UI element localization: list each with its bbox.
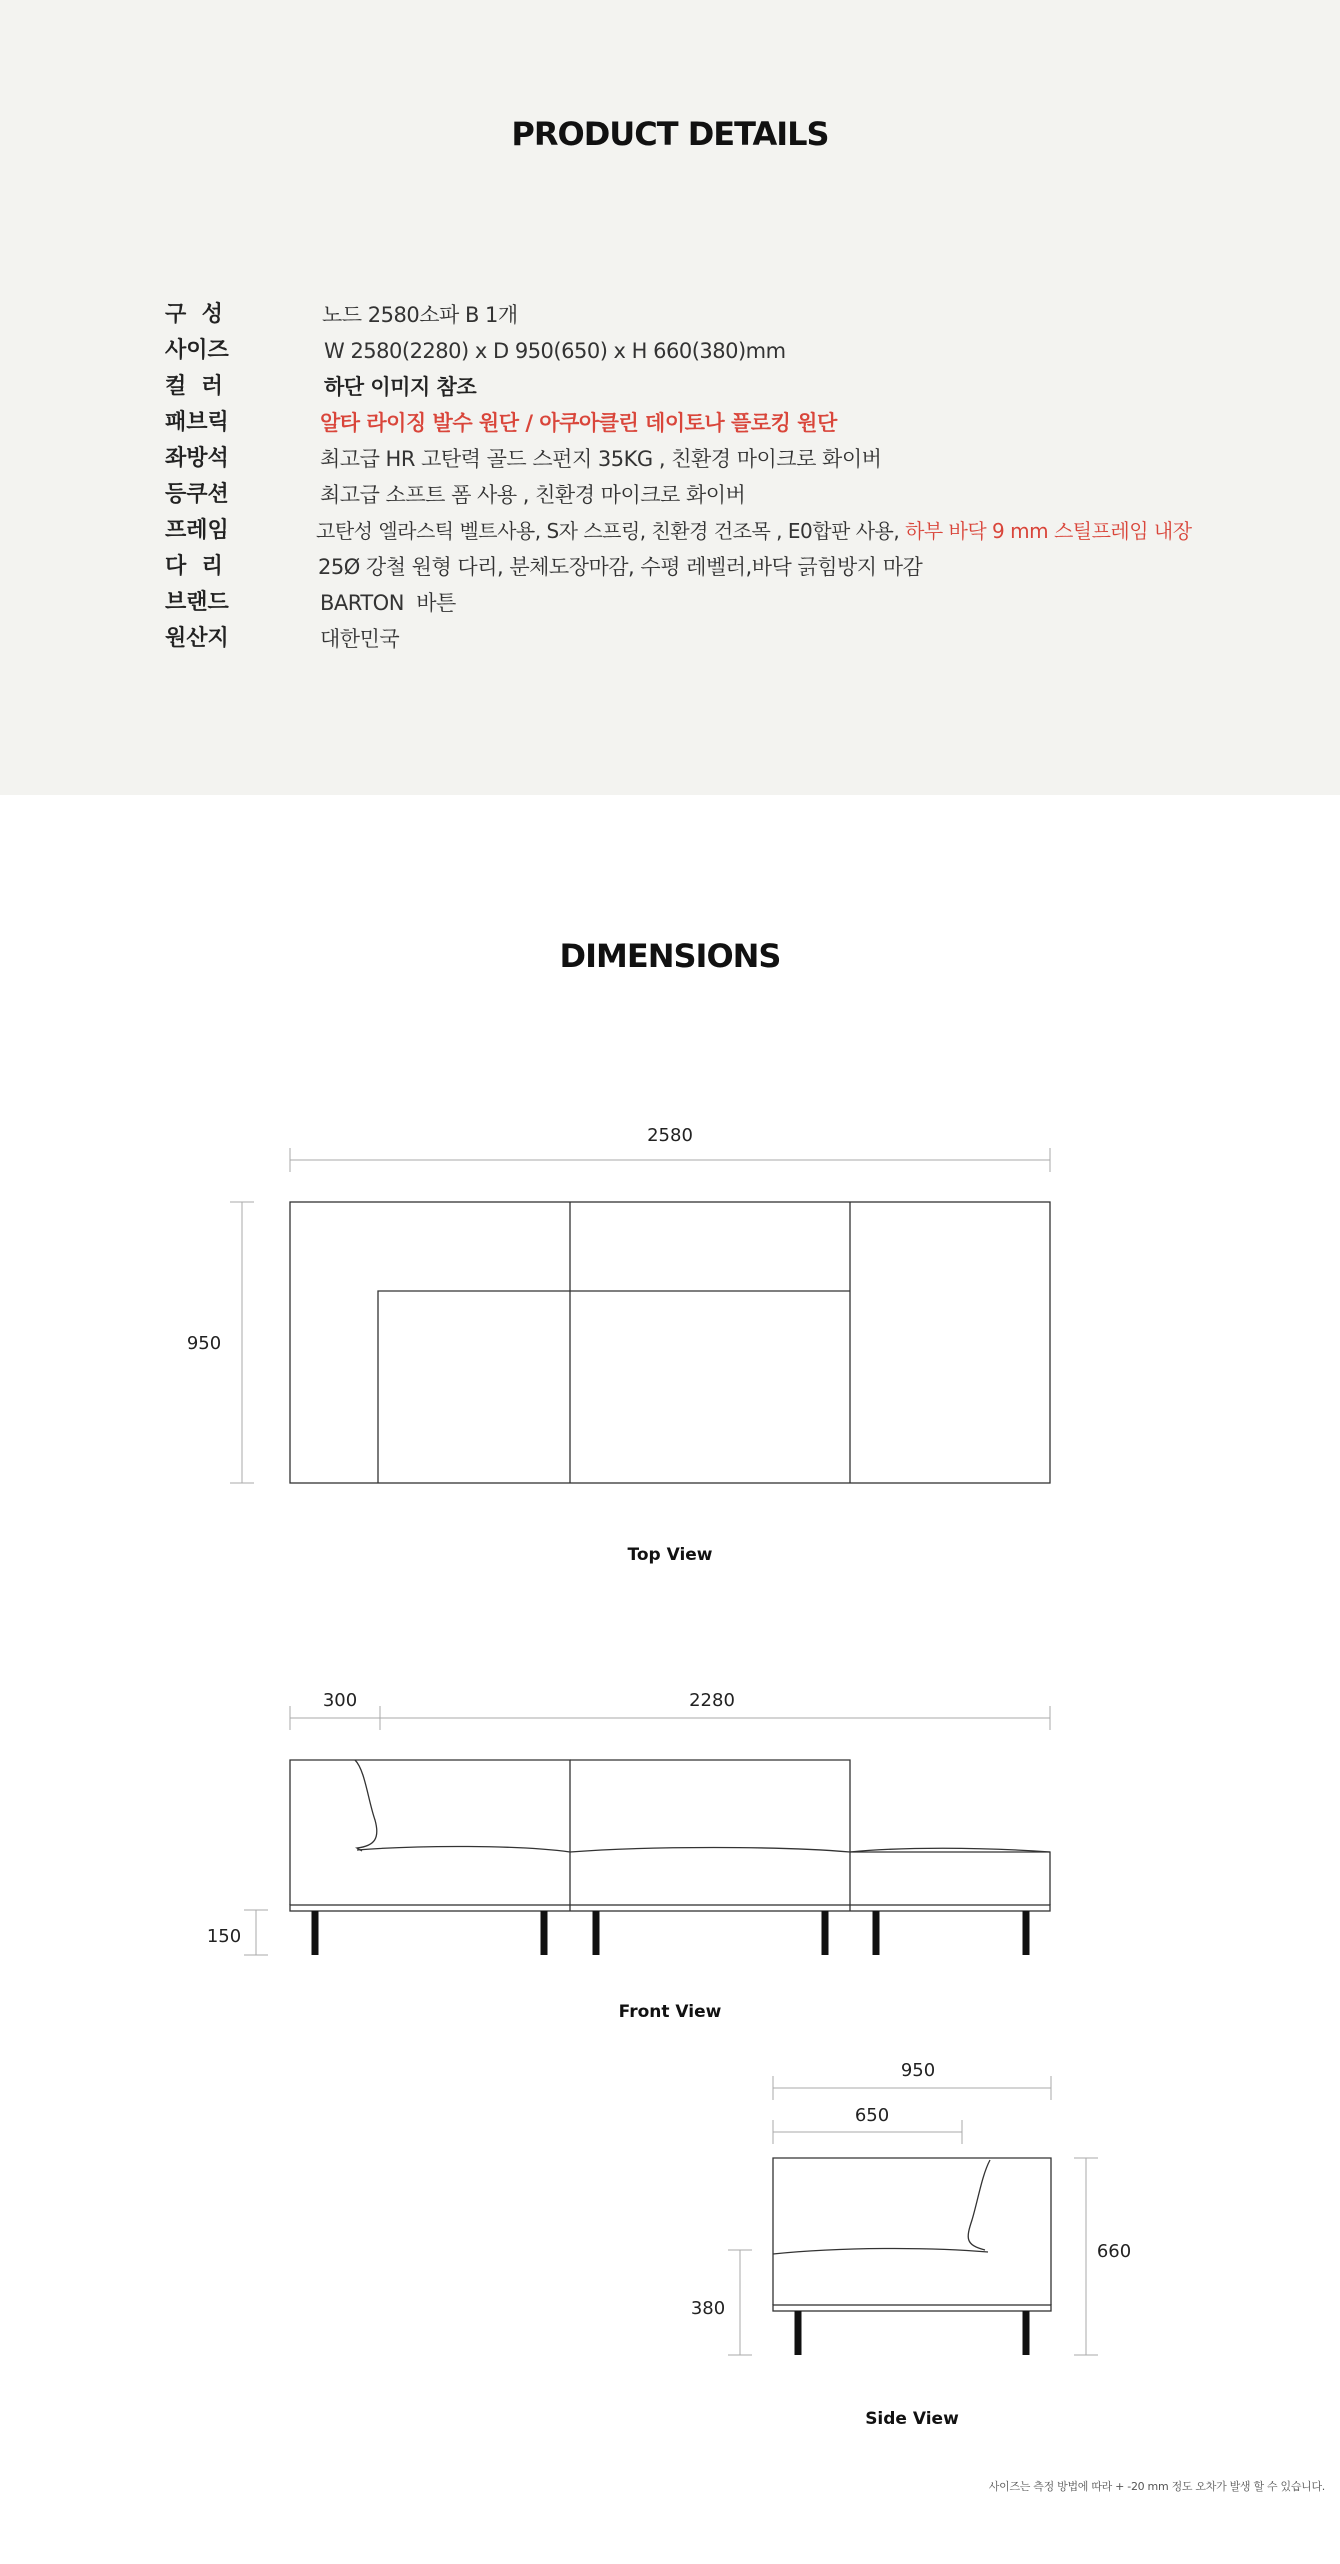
spec-value: 25Ø 강철 원형 다리, 분체도장마감, 수평 레벨러,바닥 긁힘방지 마감 [318,555,923,579]
top-view-caption: Top View [627,1545,713,1565]
top-view-drawing [230,1148,1050,1483]
front-view-caption: Front View [618,2002,722,2022]
top-view-depth-label: 950 [186,1333,222,1354]
front-view-leg-height-label: 150 [206,1926,242,1947]
front-view-width-label: 2280 [689,1690,735,1711]
side-view-legs [798,2311,1026,2355]
size-tolerance-note: 사이즈는 측정 방법에 따라 + -20 mm 정도 오차가 발생 할 수 있습니다. [988,2480,1325,2493]
spec-label: 패브릭 [165,410,229,435]
spec-label: 등쿠션 [165,482,229,507]
side-view-height-label: 660 [1096,2241,1132,2262]
spec-label: 사이즈 [165,338,229,363]
spec-value-text: 고탄성 엘라스틱 벨트사용, S자 스프링, 친환경 건조목 , E0합판 사용, [316,519,906,543]
spec-label: 브랜드 [165,590,229,615]
spec-value: 대한민국 [320,627,400,651]
spec-label: 프레임 [165,518,229,543]
dimensions-title: DIMENSIONS [559,937,781,975]
product-details-title: PRODUCT DETAILS [511,115,829,153]
side-view-seat-height-label: 380 [690,2298,726,2319]
front-view-legs [315,1911,1026,1955]
top-view-width-label: 2580 [647,1125,693,1146]
spec-value: W 2580(2280) x D 950(650) x H 660(380)mm [324,339,786,363]
spec-value: 최고급 소프트 폼 사용 , 친환경 마이크로 화이버 [320,483,746,507]
spec-value: 최고급 HR 고탄력 골드 스펀지 35KG , 친환경 마이크로 화이버 [320,447,882,471]
spec-label: 다 리 [165,554,223,579]
spec-value: 노드 2580소파 B 1개 [322,303,518,327]
front-view-arm-label: 300 [322,1690,358,1711]
spec-value: 하단 이미지 참조 [324,375,477,399]
side-view-drawing [728,2076,1098,2355]
spec-value: 알타 라이징 발수 원단 / 아쿠아클린 데이토나 플로킹 원단 [320,411,837,435]
front-view-drawing [244,1706,1050,1955]
spec-label: 좌방석 [165,446,229,471]
side-view-depth-label: 950 [900,2060,936,2081]
spec-value-highlight: 하부 바닥 9 mm 스틸프레임 내장 [905,519,1192,543]
spec-label: 컬 러 [165,374,223,399]
side-view-seat-depth-label: 650 [854,2105,890,2126]
side-view-caption: Side View [865,2409,959,2429]
spec-label: 구 성 [165,302,223,327]
spec-label: 원산지 [165,626,229,651]
spec-value: BARTON 바튼 [320,591,456,615]
